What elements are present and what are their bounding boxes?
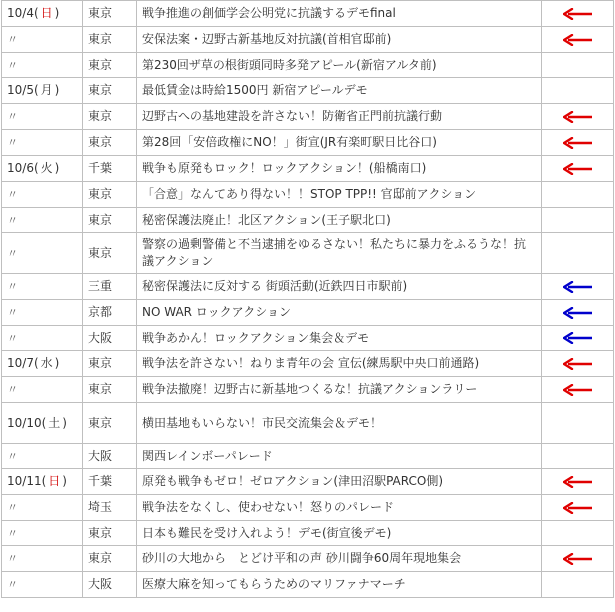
left-arrow-red-icon (563, 358, 593, 370)
weekday-label: 日 (40, 6, 53, 20)
date-text: 10/11( (7, 474, 47, 488)
table-row (2, 182, 614, 208)
ditto-mark: 〃 (7, 306, 18, 319)
prefecture-cell: 千葉 (83, 469, 137, 495)
ditto-mark: 〃 (7, 501, 18, 514)
ditto-mark: 〃 (7, 58, 18, 72)
prefecture-cell: 東京 (83, 208, 137, 233)
weekday-label: 月 (40, 83, 53, 97)
ditto-mark: 〃 (7, 33, 18, 46)
event-title-link[interactable]: 横田基地もいらない！市民交流集会＆デモ！ (137, 403, 542, 444)
prefecture-cell: 東京 (83, 27, 137, 53)
prefecture-cell: 東京 (83, 78, 137, 104)
arrow-cell (542, 377, 614, 403)
prefecture-cell: 東京 (83, 403, 137, 444)
table-row (2, 130, 614, 156)
date-cell (2, 444, 83, 469)
table-row (2, 1, 614, 27)
arrow-cell (542, 208, 614, 233)
date-text: 10/10( (7, 415, 47, 430)
arrow-cell (542, 444, 614, 469)
ditto-mark: 〃 (7, 526, 18, 540)
date-cell (2, 546, 83, 572)
arrow-cell (542, 403, 614, 444)
arrow-cell (542, 572, 614, 598)
date-cell (2, 130, 83, 156)
prefecture-cell: 大阪 (83, 444, 137, 469)
arrow-cell (542, 53, 614, 78)
prefecture-cell: 東京 (83, 351, 137, 377)
date-text: 10/5( (7, 83, 39, 97)
event-title-link[interactable]: 関西レインボーパレード (137, 444, 542, 469)
arrow-cell (542, 1, 614, 27)
left-arrow-blue-icon (563, 332, 593, 344)
table-row (2, 521, 614, 546)
arrow-cell (542, 521, 614, 546)
table-row (2, 444, 614, 469)
table-row (2, 326, 614, 351)
date-paren: ) (62, 415, 67, 430)
arrow-cell (542, 469, 614, 495)
date-cell (2, 27, 83, 53)
left-arrow-red-icon (563, 476, 593, 488)
event-title-link[interactable]: 秘密保護法に反対する 街頭活動(近鉄四日市駅前) (137, 274, 542, 300)
date-text: 10/7( (7, 356, 39, 370)
date-paren: ) (54, 83, 60, 97)
event-title-link[interactable]: 最低賃金は時給1500円 新宿アピールデモ (137, 78, 542, 104)
arrow-cell (542, 182, 614, 208)
arrow-cell (542, 233, 614, 274)
date-cell (2, 403, 83, 444)
weekday-label: 火 (40, 161, 53, 175)
date-text: 10/6( (7, 161, 39, 175)
prefecture-cell: 京都 (83, 300, 137, 326)
arrow-cell (542, 156, 614, 182)
table-row (2, 156, 614, 182)
left-arrow-red-icon (563, 8, 593, 20)
event-title-link[interactable]: 第230回ザ草の根街頭同時多発アピール(新宿アルタ前) (137, 53, 542, 78)
table-row (2, 78, 614, 104)
ditto-mark: 〃 (7, 383, 18, 396)
event-rows (2, 1, 614, 598)
event-title-link[interactable]: 戦争も原発もロック！ロックアクション！(船橋南口) (137, 156, 542, 182)
arrow-cell (542, 27, 614, 53)
prefecture-cell: 千葉 (83, 156, 137, 182)
date-cell (2, 53, 83, 78)
date-cell (2, 104, 83, 130)
left-arrow-red-icon (563, 34, 593, 46)
left-arrow-blue-icon (563, 281, 593, 293)
arrow-cell (542, 351, 614, 377)
date-text: 10/4( (7, 6, 39, 20)
ditto-mark: 〃 (7, 578, 18, 591)
event-schedule-table (1, 0, 614, 598)
prefecture-cell: 東京 (83, 182, 137, 208)
table-row (2, 104, 614, 130)
prefecture-cell: 東京 (83, 546, 137, 572)
event-title-link[interactable]: 医療大麻を知ってもらうためのマリファナマーチ (137, 572, 542, 598)
weekday-label: 土 (48, 415, 61, 430)
date-cell (2, 300, 83, 326)
event-title-link[interactable]: 戦争法を許さない！ねりま青年の会 宣伝(練馬駅中央口前通路) (137, 351, 542, 377)
event-title-link[interactable]: 辺野古への基地建設を許さない！防衛省正門前抗議行動 (137, 104, 542, 130)
event-title-link[interactable]: 「合意」なんてあり得ない！！STOP TPP!! 官邸前アクション (137, 182, 542, 208)
date-cell (2, 233, 83, 274)
date-cell (2, 208, 83, 233)
left-arrow-red-icon (563, 502, 593, 514)
prefecture-cell: 大阪 (83, 326, 137, 351)
left-arrow-red-icon (563, 553, 593, 565)
date-cell (2, 1, 83, 27)
table-row (2, 495, 614, 521)
date-cell (2, 351, 83, 377)
table-row (2, 208, 614, 233)
table-row (2, 377, 614, 403)
prefecture-cell: 東京 (83, 53, 137, 78)
event-title-link[interactable]: 秘密保護法廃止！北区アクション(王子駅北口) (137, 208, 542, 233)
event-title-link[interactable]: 日本も難民を受け入れよう！デモ(街宣後デモ) (137, 521, 542, 546)
arrow-cell (542, 78, 614, 104)
table-row (2, 300, 614, 326)
date-cell (2, 377, 83, 403)
date-paren: ) (54, 161, 60, 175)
ditto-mark: 〃 (7, 110, 18, 123)
event-title-link[interactable]: 第28回「安倍政権にNO！」街宣(JR有楽町駅日比谷口) (137, 130, 542, 156)
prefecture-cell: 三重 (83, 274, 137, 300)
date-cell (2, 78, 83, 104)
arrow-cell (542, 300, 614, 326)
weekday-label: 日 (48, 474, 61, 488)
ditto-mark: 〃 (7, 136, 18, 149)
date-cell (2, 156, 83, 182)
table-row (2, 572, 614, 598)
prefecture-cell: 東京 (83, 104, 137, 130)
ditto-mark: 〃 (7, 246, 18, 260)
table-row (2, 27, 614, 53)
date-cell (2, 495, 83, 521)
ditto-mark: 〃 (7, 213, 18, 227)
prefecture-cell: 東京 (83, 521, 137, 546)
left-arrow-blue-icon (563, 307, 593, 319)
table-row (2, 546, 614, 572)
arrow-cell (542, 274, 614, 300)
event-title-link[interactable]: NO WAR ロックアクション (137, 300, 542, 326)
prefecture-cell: 東京 (83, 377, 137, 403)
prefecture-cell: 東京 (83, 1, 137, 27)
event-title-link[interactable]: 戦争推進の創価学会公明党に抗議するデモfinal (137, 1, 542, 27)
table-row (2, 53, 614, 78)
event-title-link[interactable]: 原発も戦争もゼロ！ゼロアクション(津田沼駅PARCO側) (137, 469, 542, 495)
date-cell (2, 326, 83, 351)
table-row (2, 403, 614, 444)
ditto-mark: 〃 (7, 280, 18, 293)
table-row (2, 274, 614, 300)
ditto-mark: 〃 (7, 552, 18, 565)
event-title-link[interactable]: 戦争法撤廃！辺野古に新基地つくるな！抗議アクションラリー (137, 377, 542, 403)
prefecture-cell: 埼玉 (83, 495, 137, 521)
date-cell (2, 274, 83, 300)
weekday-label: 水 (40, 356, 53, 370)
date-paren: ) (54, 6, 60, 20)
prefecture-cell: 大阪 (83, 572, 137, 598)
date-cell (2, 182, 83, 208)
event-title-link[interactable]: 安保法案・辺野古新基地反対抗議(首相官邸前) (137, 27, 542, 53)
left-arrow-red-icon (563, 137, 593, 149)
ditto-mark: 〃 (7, 449, 18, 463)
ditto-mark: 〃 (7, 188, 18, 201)
date-paren: ) (54, 356, 60, 370)
ditto-mark: 〃 (7, 331, 18, 345)
event-title-link[interactable]: 戦争あかん！ロックアクション集会＆デモ (137, 326, 542, 351)
date-cell (2, 469, 83, 495)
left-arrow-red-icon (563, 163, 593, 175)
date-cell (2, 572, 83, 598)
prefecture-cell: 東京 (83, 233, 137, 274)
date-paren: ) (62, 474, 67, 488)
arrow-cell (542, 546, 614, 572)
table-row (2, 233, 614, 274)
table-row (2, 469, 614, 495)
arrow-cell (542, 104, 614, 130)
arrow-cell (542, 326, 614, 351)
date-cell (2, 521, 83, 546)
event-title-link[interactable]: 砂川の大地から とどけ平和の声 砂川闘争60周年現地集会 (137, 546, 542, 572)
left-arrow-red-icon (563, 384, 593, 396)
prefecture-cell: 東京 (83, 130, 137, 156)
left-arrow-red-icon (563, 111, 593, 123)
arrow-cell (542, 495, 614, 521)
arrow-cell (542, 130, 614, 156)
event-title-link[interactable]: 警察の過剰警備と不当逮捕をゆるさない！私たちに暴力をふるうな！抗議アクション (137, 233, 542, 274)
table-row (2, 351, 614, 377)
event-title-link[interactable]: 戦争法をなくし、使わせない！怒りのパレード (137, 495, 542, 521)
